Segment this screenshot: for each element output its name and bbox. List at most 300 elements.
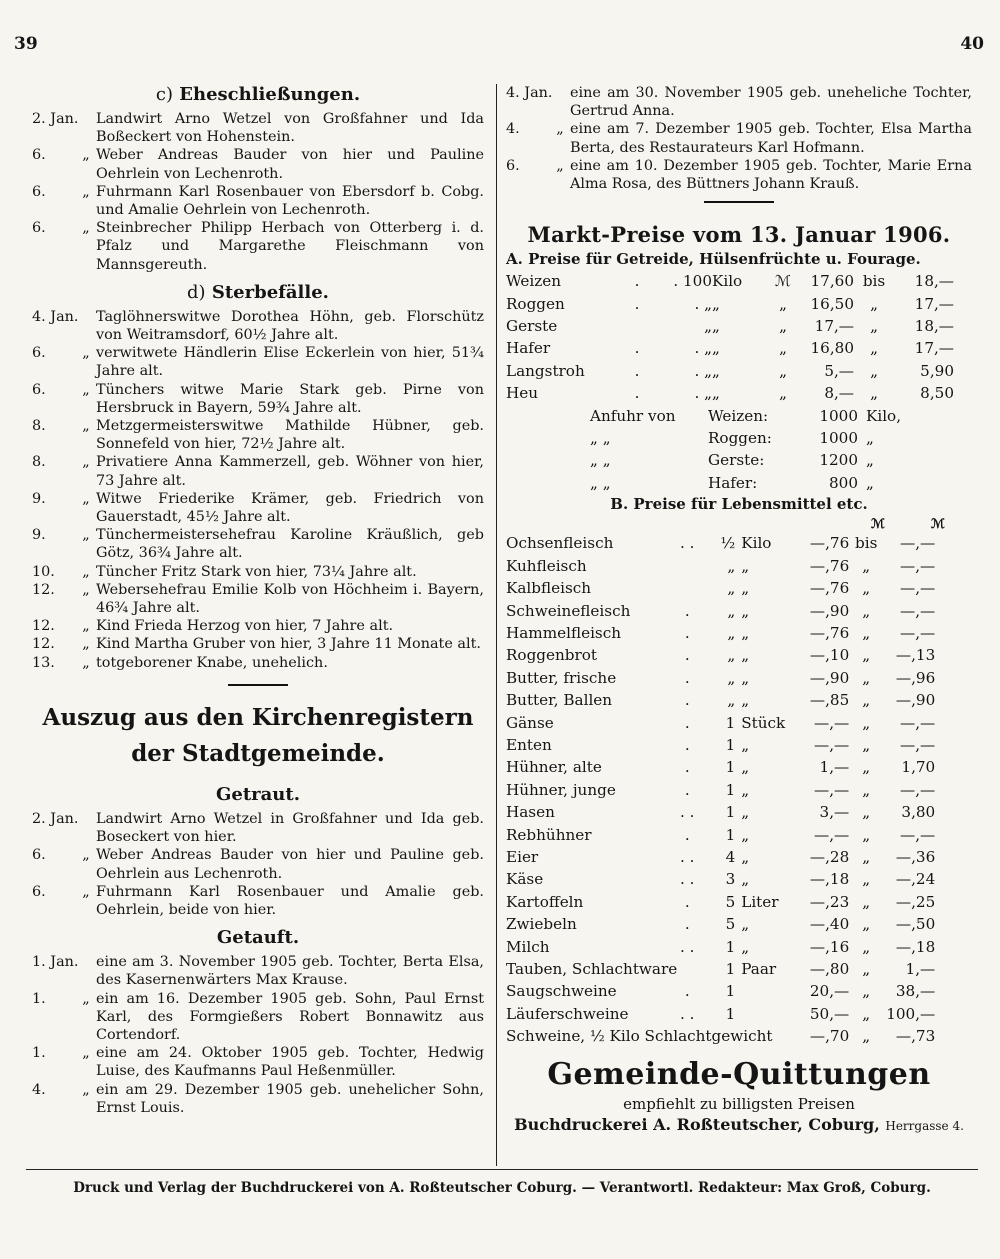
unit: „ [741,847,750,866]
supply-amount: 1200 [819,451,858,470]
price-bis: „ [862,691,871,710]
list-item [32,219,484,274]
unit: „ [741,937,750,956]
price-high: 8,50 [920,384,954,403]
table-row [506,644,935,666]
entry-ditto [76,953,96,989]
heading-sterbefaelle: d) Sterbefälle. [187,281,329,303]
entry-text: Taglöhnerswitwe Dorothea Höhn, geb. Florschütz von Weitramsdorf, 60½ Jahre alt. [96,308,484,344]
entry-ditto: „ [82,183,90,200]
leader-dots: . [684,646,690,665]
entry-ditto [550,84,570,120]
entry-date: 12. [32,581,55,598]
supply-label: „ „ [590,429,611,448]
price-low: —,76 [809,556,850,575]
leader-dots [677,958,697,980]
church-register-title: Auszug aus den Kirchenregistern [42,703,474,731]
product-name: Kartoffeln [506,892,584,911]
list-item [32,453,484,489]
price-low: —,— [814,825,850,844]
quantity: 3 [725,870,736,889]
quantity: „ [727,623,736,642]
quantity: 5 [725,892,736,911]
entry-ditto: „ [82,490,90,507]
leader-dots: . [684,780,690,799]
entry-ditto: „ [82,654,90,671]
currency: „ [779,361,787,380]
entry-text: eine am 3. November 1905 geb. Tochter, Berta Elsa, des Kasernenwärters Max Krause. [96,954,484,989]
price-bis: bis [855,534,878,553]
quantity: „ [727,556,736,575]
baptism-list [32,953,484,1117]
price-high: 18,— [914,272,954,291]
leader-dots: . [684,668,690,687]
unit: „ [741,870,750,889]
table-row [506,913,935,935]
product-name: Ochsenfleisch [506,534,614,553]
entry-text: verwitwete Händlerin Elise Eckerlein von hier, 51¾ Jahre alt. [96,345,484,380]
leader-dots: . [634,361,640,380]
entry-date: 6. [32,183,46,200]
quantity: 1 [725,735,736,754]
entry-text: Steinbrecher Philipp Herbach von Otterberg i. d. Pfalz und Margarethe Fleischmann von Mannsgereuth. [96,220,484,273]
list-item [32,1081,484,1117]
unit: „ [741,691,750,710]
price-bis: „ [862,1004,871,1023]
entry-text: Fuhrmann Karl Rosenbauer und Amalie geb. Oehrlein, beide von hier. [96,883,484,918]
quantity: „ [727,668,736,687]
quantity: 1 [725,713,736,732]
list-item [32,563,484,581]
price-high: 3,80 [901,803,936,822]
list-item [32,635,484,653]
product-name: Rebhühner [506,825,592,844]
entry-ditto: „ [82,1045,90,1062]
table-row [506,958,935,980]
price-low: 16,80 [810,339,854,358]
price-low: —,85 [809,691,850,710]
entry-date: 2. Jan. [32,111,79,127]
price-bis: „ [862,758,871,777]
entry-text: Weber Andreas Bauder von hier und Pauline Oehrlein von Lechenroth. [96,147,484,182]
product-name: Läuferschweine [506,1004,629,1023]
price-low: —,76 [809,623,850,642]
supply-grain: Gerste: [708,451,765,470]
price-high: —,— [900,735,936,754]
quantity: „ [727,579,736,598]
entry-ditto: „ [82,563,90,580]
list-item [32,308,484,344]
entry-text: Kind Frieda Herzog von hier, 7 Jahre alt. [96,618,394,635]
entry-ditto: „ [556,121,564,138]
leader-dots: . [684,982,690,1001]
table-row [506,779,935,801]
entry-date: 13. [32,654,55,671]
quantity: 1 [725,960,736,978]
currency-mark: ℳ [931,517,945,533]
price-high: —,25 [895,892,936,911]
unit: „ [712,361,720,380]
table-row [506,734,935,756]
table-row [506,756,935,778]
product-name: Schweine, ½ Kilo Schlachtgewicht [506,1027,773,1046]
leader-dots: . [684,892,690,911]
price-bis: „ [862,1027,871,1046]
price-bis: „ [862,713,871,732]
heading-getauft: Getauft. [216,927,300,949]
price-low: —,28 [809,847,850,866]
price-bis: „ [862,982,871,1001]
supply-label: „ „ [590,473,611,492]
currency: „ [779,339,787,358]
list-item [32,417,484,453]
entry-ditto: „ [82,990,90,1007]
table-row [590,472,916,494]
list-item [32,146,484,182]
entry-date: 1. [32,1045,46,1062]
currency: ℳ [774,272,792,291]
entry-date: 4. [506,121,520,138]
table-row [506,337,954,359]
quantity: 1 [725,937,736,956]
page-number-right: 40 [960,34,984,54]
entry-date: 6. [32,345,46,362]
price-low: —,70 [809,1027,850,1046]
food-price-table [506,532,935,1047]
product-name: Kuhfleisch [506,556,587,575]
ad-printer: Buchdruckerei A. Roßteutscher, Coburg, Herrgasse 4. [514,1114,964,1134]
price-low: —,16 [809,937,850,956]
entry-text: Landwirt Arno Wetzel von Großfahner und Ida Boßeckert von Hohenstein. [96,111,484,146]
price-bis: „ [862,780,871,799]
section-b-heading: B. Preise für Lebensmittel etc. [610,495,868,514]
entry-text: Tünchers witwe Marie Stark geb. Pirne von Hersbruck in Bayern, 59¾ Jahre alt. [96,381,484,416]
quantity: 1 [725,780,736,799]
table-row [506,846,935,868]
list-item [32,617,484,635]
entry-ditto: „ [82,581,90,598]
product-name: Hühner, junge [506,780,616,799]
list-item [32,883,484,919]
table-row [506,667,935,689]
entry-date: 2. Jan. [32,810,79,827]
table-row [506,868,935,890]
entry-date: 9. [32,527,46,544]
unit: Kilo [741,534,772,553]
entry-text: ein am 29. Dezember 1905 geb. unehelicher Sohn, Ernst Louis. [96,1081,484,1116]
quantity: „ [727,691,736,710]
table-row [590,427,916,449]
supply-unit: „ [866,473,874,492]
entry-text: totgeborener Knabe, unehelich. [96,654,328,671]
list-item [32,381,484,417]
price-low: —,80 [809,960,850,978]
price-bis: bis [862,272,886,291]
supply-unit: Kilo, [866,406,902,425]
price-low: 17,60 [810,272,854,291]
price-bis: „ [862,735,871,754]
table-row [506,824,935,846]
leader-dots [677,555,697,577]
price-high: 1,— [905,960,936,978]
leader-dots: . [684,713,690,732]
entry-ditto: „ [82,418,90,435]
entry-text: Landwirt Arno Wetzel in Großfahner und Ida geb. Boseckert von hier. [96,810,484,846]
entry-date: 8. [32,418,46,435]
product-name: Butter, Ballen [506,691,613,710]
product-name: Gerste [506,317,558,336]
unit: „ [712,294,720,313]
quantity: „ [727,646,736,665]
church-register-subtitle: der Stadtgemeinde. [131,739,385,767]
leader-dots: . [634,384,640,403]
list-item [32,490,484,526]
quantity: . „ [694,294,712,313]
leader-dots: . . [679,534,695,553]
product-name: Zwiebeln [506,915,577,934]
price-high: —,50 [895,915,936,934]
entry-ditto: „ [82,1081,90,1098]
entry-date: 4. [32,1081,46,1098]
entry-ditto [76,308,96,344]
table-row [506,532,935,554]
price-bis: „ [862,623,871,642]
table-row [506,980,935,1002]
entry-text: eine am 7. Dezember 1905 geb. Tochter, Elsa Martha Berta, des Restaurateurs Karl Hofmann. [570,121,972,156]
leader-dots: . . [679,847,695,866]
entry-ditto: „ [556,157,564,174]
table-row [506,360,954,382]
product-name: Heu [506,384,539,403]
leader-dots: . [634,339,640,358]
entry-text: Tünchermeistersehefrau Karoline Kräußlich, geb Götz, 36¾ Jahre alt. [96,527,484,562]
product-name: Kalbfleisch [506,579,592,598]
price-bis: „ [862,892,871,911]
supply-amount: 800 [829,473,858,492]
quantity: ½ [720,534,736,553]
unit: „ [741,623,750,642]
price-high: 5,90 [920,361,954,380]
price-high: —,— [900,780,936,799]
unit: „ [712,317,720,336]
market-prices-title: Markt-Preise vom 13. Januar 1906. [527,222,951,248]
entry-date: 12. [32,636,55,653]
unit: „ [712,339,720,358]
currency: „ [779,294,787,313]
price-low: 5,— [824,361,854,380]
unit: „ [741,915,750,934]
list-item [32,953,484,989]
entry-text: Privatiere Anna Kammerzell, geb. Wöhner von hier, 73 Jahre alt. [96,454,484,489]
price-bis: „ [870,361,878,380]
list-item [506,157,972,193]
price-high: 1,70 [901,758,936,777]
price-bis: „ [862,937,871,956]
marriage-list [32,110,484,274]
list-item [32,526,484,562]
price-low: —,76 [809,579,850,598]
price-low: 8,— [824,384,854,403]
entry-ditto: „ [82,618,90,635]
price-high: 100,— [886,1004,936,1023]
quantity: „ [727,601,736,620]
price-low: —,76 [809,534,850,553]
entry-ditto: „ [82,847,90,864]
price-low: —,40 [809,915,850,934]
price-bis: „ [862,579,871,598]
price-bis: „ [862,915,871,934]
price-low: —,— [814,735,850,754]
entry-date: 6. [506,157,520,174]
leader-dots: . [684,758,690,777]
unit: „ [712,384,720,403]
supply-unit: „ [866,451,874,470]
price-high: —,— [900,713,936,732]
price-high: —,90 [895,691,936,710]
price-bis: „ [862,825,871,844]
leader-dots: . [684,623,690,642]
currency-mark: ℳ [871,517,885,533]
leader-dots [677,577,697,599]
unit [735,980,797,1002]
section-a-heading: A. Preise für Getreide, Hülsenfrüchte u. Fourage. [506,250,921,269]
supply-grain: Weizen: [708,406,769,425]
entry-ditto: „ [82,345,90,362]
table-row [506,577,935,599]
product-name: Roggen [506,294,565,313]
product-name: Hasen [506,803,555,822]
entry-text: Weber Andreas Bauder von hier und Pauline geb. Oehrlein aus Lechenroth. [96,847,484,882]
price-high: —,36 [895,847,936,866]
grain-price-table [506,270,954,404]
list-item [32,810,484,846]
product-name: Eier [506,847,539,866]
price-high: —,— [900,623,936,642]
product-name: Roggenbrot [506,646,598,665]
supply-amount: 1000 [819,429,858,448]
table-row [506,891,935,913]
entry-date: 6. [32,883,46,900]
entry-date: 6. [32,220,46,237]
table-row [506,555,935,577]
price-bis: „ [862,803,871,822]
product-name: Hafer [506,339,551,358]
price-low: —,10 [809,646,850,665]
currency-header [506,517,972,532]
product-name: Milch [506,937,550,956]
price-bis: „ [862,601,871,620]
quantity: 1 [725,982,736,1001]
list-item [32,110,484,146]
entry-ditto: „ [82,527,90,544]
product-name: Saugschweine [506,982,617,1001]
list-item [32,581,484,617]
table-row [590,449,916,471]
table-row [506,801,935,823]
leader-dots: . [684,691,690,710]
supply-grain: Hafer: [708,473,758,492]
entry-text: Metzgermeisterswitwe Mathilde Hübner, geb. Sonnefeld von hier, 72½ Jahre alt. [96,418,484,453]
supply-table [590,405,916,495]
entry-date: 8. [32,454,46,471]
wedding-list [32,810,484,919]
price-low: —,23 [809,892,850,911]
price-high: —,18 [895,937,936,956]
imprint-footer: Druck und Verlag der Buchdruckerei von A. Roßteutscher Coburg. — Verantwortl. Redakteur: Max Groß, Coburg. [73,1180,931,1196]
ad-line: empfiehlt zu billigsten Preisen [623,1094,855,1113]
entry-text: ein am 16. Dezember 1905 geb. Sohn, Paul Ernst Karl, des Formgießers Robert Bonnawitz aus Cortendorf. [96,990,484,1043]
entry-ditto [76,110,96,146]
entry-ditto: „ [82,147,90,164]
list-item [32,344,484,380]
quantity: . 100 [673,272,712,291]
supply-label: Anfuhr von [590,406,676,425]
entry-date: 9. [32,490,46,507]
price-low: —,— [814,713,850,732]
price-low: —,— [814,780,850,799]
product-name: Schweinefleisch [506,601,631,620]
entry-date: 1. [32,990,46,1007]
quantity: 1 [725,825,736,844]
quantity: 5 [725,915,736,934]
price-low: 50,— [809,1004,850,1023]
unit: „ [741,780,750,799]
price-high: —,— [900,825,936,844]
price-bis: „ [870,317,878,336]
currency: „ [779,384,787,403]
unit: Paar [741,960,777,978]
heading-getraut: Getraut. [216,783,300,805]
leader-dots: . [684,601,690,620]
quantity: . „ [694,339,712,358]
list-item [506,84,972,120]
price-high: 17,— [914,339,954,358]
table-row [506,600,935,622]
entry-date: 4. Jan. [506,85,553,101]
supply-label: „ „ [590,451,611,470]
leader-dots: . [684,915,690,934]
entry-date: 6. [32,147,46,164]
separator [704,201,774,203]
leader-dots: . . [679,870,695,889]
leader-dots: . [634,272,640,291]
price-bis: „ [870,339,878,358]
product-name: Käse [506,870,544,889]
table-row [506,622,935,644]
entry-date: 6. [32,381,46,398]
product-name: Tauben, Schlachtware [506,960,678,978]
price-high: —,73 [895,1027,936,1046]
right-column [506,84,972,1137]
supply-unit: „ [866,429,874,448]
heading-eheschliessungen: c) Eheschließungen. [155,84,361,105]
price-bis: „ [862,556,871,575]
price-high: 18,— [914,317,954,336]
product-name: Enten [506,735,552,754]
price-low: 16,50 [810,294,854,313]
leader-dots: . [684,825,690,844]
entry-date: 4. Jan. [32,308,79,325]
price-high: —,96 [895,668,936,687]
product-name: Hammelfleisch [506,623,622,642]
product-name: Langstroh [506,361,585,380]
entry-date: 10. [32,563,55,580]
table-row [506,315,954,337]
unit: „ [741,668,750,687]
entry-text: Tüncher Fritz Stark von hier, 73¼ Jahre alt. [96,563,417,580]
quantity: 1 [725,758,736,777]
separator [228,684,288,686]
